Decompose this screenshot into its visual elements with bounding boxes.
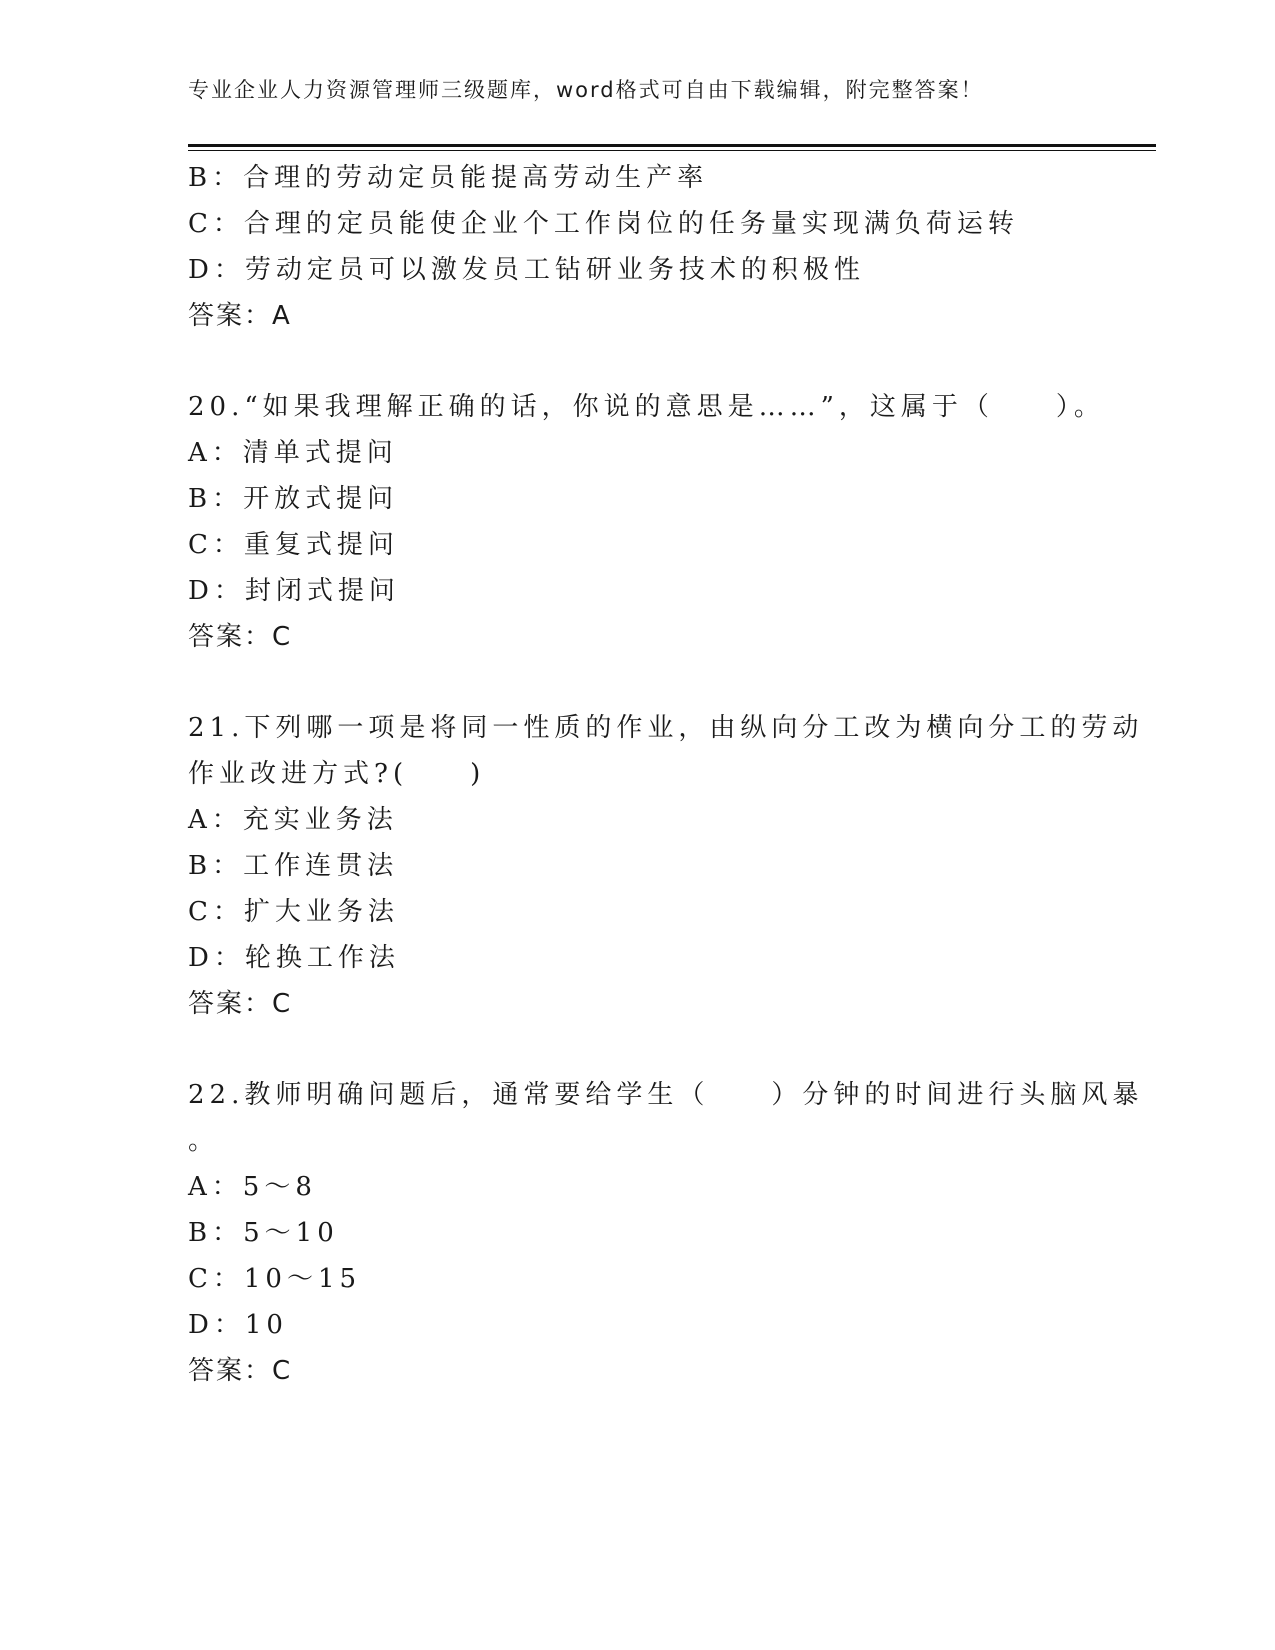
question-21 [188, 705, 1144, 1027]
page-header: 专业企业人力资源管理师三级题库，word格式可自由下载编辑，附完整答案！ [188, 78, 984, 102]
option-d: D：10 [188, 1310, 288, 1340]
option-d: D：轮换工作法 [188, 943, 400, 973]
option-b: B：5～10 [188, 1218, 339, 1248]
option-c: C：合理的定员能使企业个工作岗位的任务量实现满负荷运转 [188, 209, 1019, 239]
question-20 [188, 384, 1105, 660]
answer: 答案：C [188, 1356, 293, 1386]
question-stem-line-2: 作业改进方式?( ) [188, 759, 486, 789]
question-22 [188, 1072, 1144, 1394]
option-c: C：10～15 [188, 1264, 362, 1294]
header-rule-thick [188, 144, 1156, 147]
option-b: B：合理的劳动定员能提高劳动生产率 [188, 163, 709, 193]
question-content [188, 155, 1144, 1394]
option-b: B：工作连贯法 [188, 851, 399, 881]
option-c: C：重复式提问 [188, 530, 399, 560]
question-stem-line-1: 22.教师明确问题后，通常要给学生（ ）分钟的时间进行头脑风暴 [188, 1080, 1144, 1110]
question-stem-line-2: 。 [188, 1126, 220, 1156]
answer: 答案：A [188, 301, 292, 331]
question-stem: 20.“如果我理解正确的话，你说的意思是……”，这属于（ ）。 [188, 392, 1105, 422]
option-a: A：5～8 [188, 1172, 317, 1202]
option-a: A：清单式提问 [188, 438, 398, 468]
header-rule-thin [188, 150, 1156, 151]
answer: 答案：C [188, 622, 293, 652]
option-b: B：开放式提问 [188, 484, 399, 514]
option-d: D：劳动定员可以激发员工钻研业务技术的积极性 [188, 255, 865, 285]
option-a: A：充实业务法 [188, 805, 398, 835]
question-stem-line-1: 21.下列哪一项是将同一性质的作业，由纵向分工改为横向分工的劳动 [188, 713, 1144, 743]
option-d: D：封闭式提问 [188, 576, 400, 606]
question-19-continuation [188, 155, 1088, 339]
option-c: C：扩大业务法 [188, 897, 399, 927]
answer: 答案：C [188, 989, 293, 1019]
